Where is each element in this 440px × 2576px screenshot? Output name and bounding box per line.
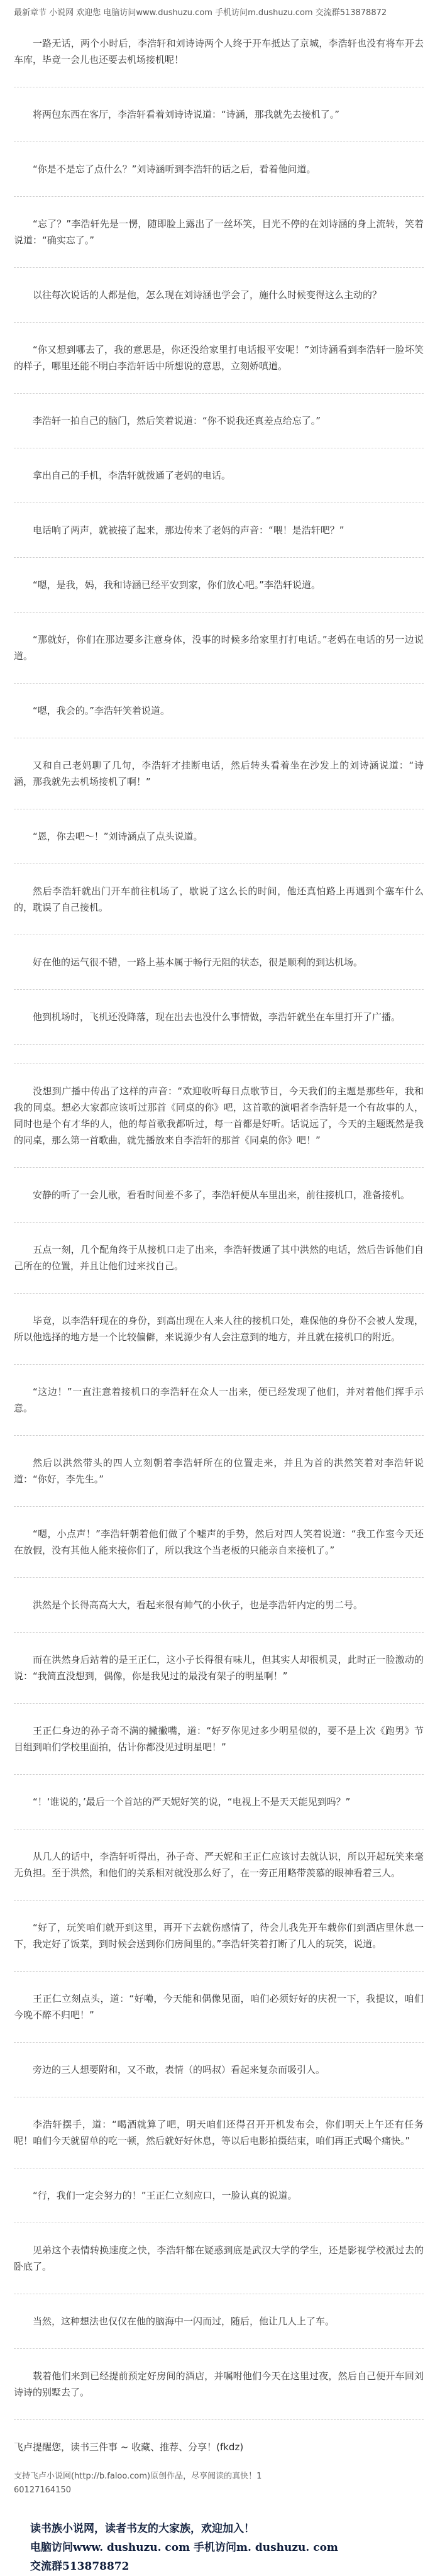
paragraph-divider [14, 1900, 424, 1901]
promo-block [30, 2519, 424, 2576]
paragraph-divider [14, 1044, 424, 1045]
story-paragraph: 将两包东西在客厅，李浩轩看着刘诗诗说道：“诗涵，那我就先去接机了。” [33, 109, 340, 120]
story-paragraph: 没想到广播中传出了这样的声音：“欢迎收听每日点歌节目，今天我们的主题是那些年，我和我的同桌。想必大家都应该听过那首《同桌的你》吧，这首歌的演唱者李浩轩是一个有故事的人，同时也是个有才华的人，他的每首歌我都听过，每一首都是好听。话说远了，今天的主题既然是我的同桌，那么第一首歌曲，就先播放来自李浩轩的那首《同桌的你》吧！” [14, 1085, 424, 1146]
story-paragraph: “这边！”一直注意着接机口的李浩轩在众人一出来，便已经发现了他们，并对着他们挥手示意。 [14, 1386, 424, 1414]
paragraph-divider [14, 502, 424, 503]
story-paragraph: 然后以洪然带头的四人立刻朝着李浩轩所在的位置走来，并且为首的洪然笑着对李浩轩说道：“你好，李先生。” [14, 1457, 424, 1485]
story-paragraph: “嗯，小点声！”李浩轩朝着他们做了个嘘声的手势，然后对四人笑着说道：“我工作室今天还在放假，没有其他人能来接你们了，所以我这个当老板的只能亲自来接机了。” [14, 1528, 424, 1556]
story-paragraph: “嗯，我会的。”李浩轩笑着说道。 [33, 705, 170, 716]
paragraph-divider [14, 1063, 424, 1064]
paragraph-divider [14, 2419, 424, 2420]
story-paragraph: “你又想到哪去了，我的意思是，你还没给家里打电话报平安呢！”刘诗涵看到李浩轩一脸坏笑的样子，哪里还能不明白李浩轩话中所想说的意思，立刻娇嗔道。 [14, 344, 424, 372]
story-paragraph: 李浩轩一拍自己的脑门，然后笑着说道：“你不说我还真差点给忘了。” [33, 415, 321, 426]
promo-line-urls: 电脑访问www. dushuzu. com 手机访问m. dushuzu. com [30, 2541, 338, 2554]
paragraph-divider [14, 683, 424, 684]
story-paragraph: “那就好，你们在那边要多注意身体，没事的时候多给家里打打电话。”老妈在电话的另一边说道。 [14, 634, 424, 662]
paragraph-divider [14, 2348, 424, 2349]
paragraph-divider [14, 1435, 424, 1436]
paragraph-divider [14, 1971, 424, 1972]
story-paragraph: 五点一刻，几个配角终于从接机口走了出来，李浩轩拨通了其中洪然的电话，然后告诉他们自己所在的位置，并且让他们过来找自己。 [14, 1244, 424, 1272]
story-body [14, 35, 424, 2420]
paragraph-divider [14, 863, 424, 864]
promo-line-join: 读书族小说网，读者书友的大家族，欢迎加入！ [30, 2523, 255, 2535]
story-paragraph: 载着他们来到已经提前预定好房间的酒店，并嘱咐他们今天在这里过夜，然后自己便开车回刘诗诗的别墅去了。 [14, 2370, 424, 2398]
story-paragraph: “忘了？”李浩轩先是一愣，随即脸上露出了一丝坏笑，目光不停的在刘诗涵的身上流转，笑着说道：“确实忘了。” [14, 218, 424, 246]
story-paragraph: 王正仁身边的孙子奇不满的撇撇嘴，道：“好歹你见过多少明星似的，要不是上次《跑男》节目组到咱们学校里面拍，估计你都没见过明星吧！” [14, 1725, 424, 1753]
story-paragraph: 从几人的话中，李浩轩听得出，孙子奇、严天妮和王正仁应该讨去就认识，所以开起玩笑来毫无负担。至于洪然，和他们的关系相对就没那么好了，在一旁正用略带羡慕的眼神看着三人。 [14, 1851, 424, 1879]
paragraph-divider [14, 989, 424, 990]
story-paragraph: 李浩轩摆手，道：“喝酒就算了吧，明天咱们还得召开开机发布会，你们明天上午还有任务呢！咱们今天就留单的吃一顿，然后就好好休息，等以后电影拍摄结束，咱们再正式喝个痛快。” [14, 2119, 424, 2146]
story-paragraph: “好了，玩笑咱们就开到这里，再开下去就伤感情了，待会儿我先开车载你们到酒店里休息一下，我定好了饭菜，到时候会送到你们房间里的。”李浩轩笑着打断了几人的玩笑，说道。 [14, 1922, 424, 1950]
story-paragraph: 好在他的运气很不错，一路上基本属于畅行无阻的状态，很是顺利的到达机场。 [33, 957, 363, 968]
story-paragraph: “！‘谁说的，’最后一个首站的严天妮好笑的说，“电视上不是天天能见到吗？” [33, 1796, 351, 1807]
story-paragraph: 一路无话，两个小时后，李浩轩和刘诗诗两个人终于开车抵达了京城，李浩轩也没有将车开去车库，毕竟一会儿也还要去机场接机呢！ [14, 38, 424, 65]
story-paragraph: 拿出自己的手机，李浩轩就拨通了老妈的电话。 [33, 470, 231, 481]
paragraph-divider [14, 1222, 424, 1223]
story-paragraph: 王正仁立刻点头，道：“好嘞，今天能和偶像见面，咱们必须好好的庆祝一下，我提议，咱们今晚不醉不归吧！” [14, 1993, 424, 2021]
paragraph-divider [14, 1167, 424, 1168]
paragraph-divider [14, 1577, 424, 1578]
closing-note: 飞卢提醒您，读书三件事 ~ 收藏、推荐、分享！(fkdz) [14, 2441, 244, 2453]
paragraph-divider [14, 196, 424, 197]
story-paragraph: “嗯，是我，妈，我和诗涵已经平安到家，你们放心吧。”李浩轩说道。 [33, 579, 321, 591]
story-paragraph: 旁边的三人想要附和，又不敢，表情（的吗叔）看起来复杂而吸引人。 [33, 2064, 326, 2075]
story-paragraph: “行，我们一定会努力的！”王正仁立刻应口，一脸认真的说道。 [33, 2190, 297, 2201]
story-paragraph: 他到机场时，飞机还没降落，现在出去也没什么事情做，李浩轩就坐在车里打开了广播。 [33, 1011, 401, 1023]
paragraph-divider [14, 1774, 424, 1775]
paragraph-divider [14, 1506, 424, 1507]
story-paragraph: 以往每次说话的人都是他，怎么现在刘诗涵也学会了，施什么时候变得这么主动的？ [33, 289, 382, 301]
paragraph-divider [14, 1293, 424, 1294]
story-paragraph: 洪然是个长得高高大大，看起来很有帅气的小伙子，也是李浩轩内定的男二号。 [33, 1599, 363, 1611]
story-paragraph: 而在洪然身后站着的是王正仁，这小子长得很有味儿，但其实人却很机灵，此时正一脸激动的说：“我简直没想到，偶像，你是我见过的最没有架子的明星啊！” [14, 1654, 424, 1682]
paragraph-divider [14, 1632, 424, 1633]
paragraph-divider [14, 1364, 424, 1365]
support-id: 60127164150 [14, 2485, 71, 2495]
story-paragraph: “恩，你去吧～！”刘诗涵点了点头说道。 [33, 831, 203, 842]
support-note: 支持飞卢小说网(http://b.faloo.com)原创作品，尽享阅读的真快！1 [14, 2472, 262, 2481]
paragraph-divider [14, 1703, 424, 1704]
story-paragraph: “你是不是忘了点什么？”刘诗涵听到李浩轩的话之后，看着他问道。 [33, 164, 316, 175]
promo-line-group: 交流群513878872 [30, 2560, 129, 2573]
story-paragraph: 然后李浩轩就出门开车前往机场了，歇说了这么长的时间，他还真怕路上再遇到个塞车什么的，耽误了自己接机。 [14, 886, 424, 913]
story-paragraph: 又和自己老妈聊了几句，李浩轩才挂断电话，然后转头看着坐在沙发上的刘诗涵说道：“诗涵，那我就先去机场接机了啊！” [14, 760, 424, 787]
story-paragraph: 当然，这种想法也仅仅在他的脑海中一闪而过，随后，他让几人上了车。 [33, 2316, 335, 2327]
site-header-line: 最新章节 小说网 欢迎您 电脑访问www.dushuzu.com 手机访问m.dushuzu.com 交流群513878872 [14, 8, 387, 18]
paragraph-divider [14, 322, 424, 323]
story-paragraph: 毕竟，以李浩轩现在的身份，到高出现在人来人往的接机口处，难保他的身份不会被人发现，所以他选择的地方是一个比较偏僻，来说源少有人会注意到的地方，并且就在接机口的附近。 [14, 1315, 424, 1343]
story-paragraph: 安静的听了一会儿歌，看看时间差不多了，李浩轩便从车里出来，前往接机口，准备接机。 [33, 1189, 410, 1201]
story-paragraph: 电话响了两声，就被接了起来，那边传来了老妈的声音：“喂！是浩轩吧？” [33, 525, 344, 536]
paragraph-divider [14, 267, 424, 268]
story-paragraph: 见弟这个表情转换速度之快，李浩轩都在疑惑到底是武汉大学的学生，还是影视学校派过去的卧底了。 [14, 2245, 424, 2272]
paragraph-divider [14, 612, 424, 613]
paragraph-divider [14, 2042, 424, 2043]
paragraph-divider [14, 393, 424, 394]
paragraph-divider [14, 557, 424, 558]
